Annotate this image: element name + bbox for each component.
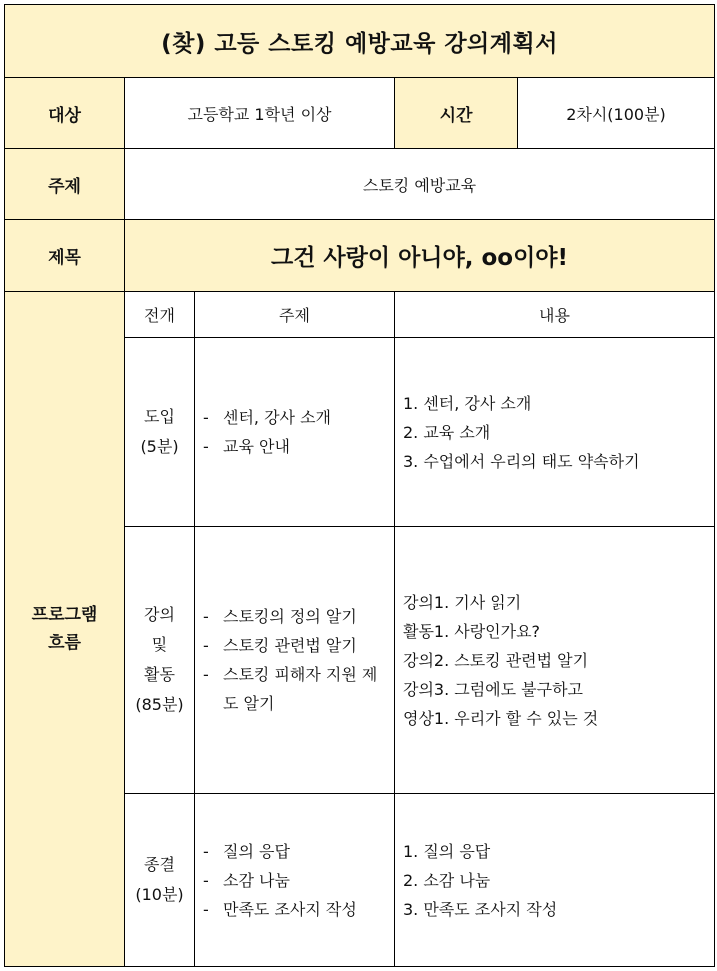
time-value: 2차시(100분): [518, 78, 715, 149]
list-item: - 스토킹 관련법 알기: [203, 631, 390, 660]
stage-name-line: (5분): [140, 437, 179, 456]
list-item: 3. 만족도 조사지 작성: [403, 899, 558, 919]
program-flow-label-line2: 흐름: [48, 633, 81, 653]
column-header-topic: 주제: [195, 292, 395, 338]
list-item: 활동1. 사랑인가요?: [403, 621, 541, 641]
stage-name-line: 및: [151, 635, 168, 654]
stage-topics-lecture: [195, 527, 395, 794]
document-title: (찾) 고등 스토킹 예방교육 강의계획서: [5, 5, 715, 78]
stage-name-line: 종결: [144, 855, 175, 874]
time-label: 시간: [395, 78, 518, 149]
target-value: 고등학교 1학년 이상: [125, 78, 395, 149]
stage-name-line: 활동: [144, 665, 175, 684]
program-flow-label-line1: 프로그램: [31, 605, 98, 625]
stage-topics-closing: [195, 794, 395, 967]
list-item: 영상1. 우리가 할 수 있는 것: [403, 708, 599, 728]
list-item: - 만족도 조사지 작성: [203, 895, 390, 924]
stage-name-line: 도입: [144, 407, 175, 426]
subject-value: 그건 사랑이 아니야, oo이야!: [125, 220, 715, 292]
stage-name-line: 강의: [144, 605, 175, 624]
stage-name-line: (85분): [135, 695, 184, 714]
list-item: 강의3. 그럼에도 불구하고: [403, 679, 583, 699]
list-item: - 소감 나눔: [203, 866, 390, 895]
list-item: - 질의 응답: [203, 837, 390, 866]
stage-name-closing: [125, 794, 195, 967]
list-item: 1. 센터, 강사 소개: [403, 393, 532, 413]
topic-label: 주제: [5, 149, 125, 220]
list-item: 강의1. 기사 읽기: [403, 592, 522, 612]
list-item: 3. 수업에서 우리의 태도 약속하기: [403, 451, 640, 471]
stage-name-line: (10분): [135, 885, 184, 904]
column-header-content: 내용: [395, 292, 715, 338]
program-flow-label: [5, 292, 125, 967]
list-item: - 센터, 강사 소개: [203, 403, 390, 432]
target-label: 대상: [5, 78, 125, 149]
stage-contents-intro: [395, 338, 715, 527]
stage-name-intro: [125, 338, 195, 527]
subject-label: 제목: [5, 220, 125, 292]
column-header-stage: 전개: [125, 292, 195, 338]
stage-contents-lecture: [395, 527, 715, 794]
list-item: - 교육 안내: [203, 432, 390, 461]
lesson-plan-table: [4, 4, 715, 967]
stage-topics-intro: [195, 338, 395, 527]
stage-contents-closing: [395, 794, 715, 967]
list-item: - 스토킹 피해자 지원 제도 알기: [203, 660, 390, 718]
stage-name-lecture: [125, 527, 195, 794]
list-item: 강의2. 스토킹 관련법 알기: [403, 650, 589, 670]
topic-value: 스토킹 예방교육: [125, 149, 715, 220]
list-item: 2. 소감 나눔: [403, 870, 491, 890]
list-item: 2. 교육 소개: [403, 422, 491, 442]
list-item: - 스토킹의 정의 알기: [203, 602, 390, 631]
list-item: 1. 질의 응답: [403, 841, 491, 861]
